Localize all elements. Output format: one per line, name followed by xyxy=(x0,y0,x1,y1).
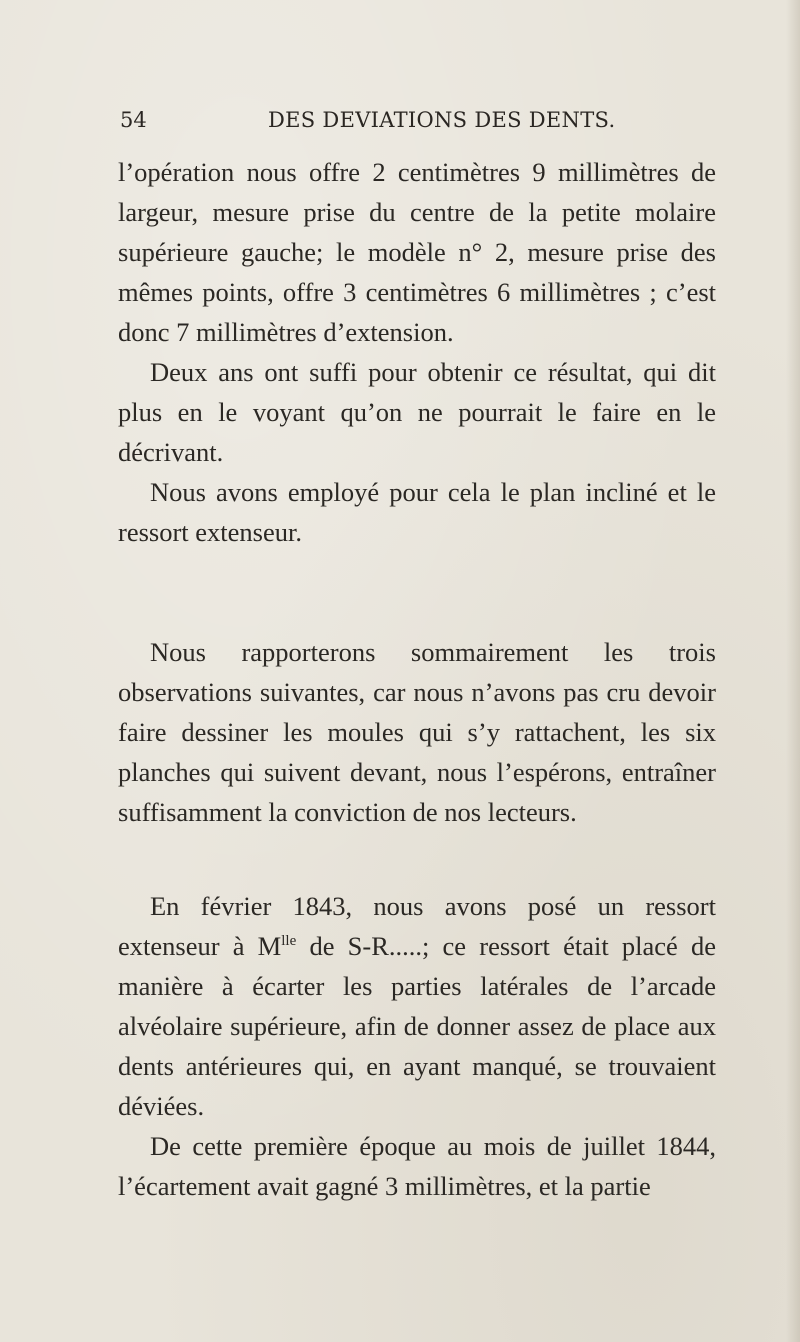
paragraph-2: Deux ans ont suffi pour obtenir ce résultat, qui dit plus en le voyant qu’on ne pourrait le faire en le décrivant. xyxy=(118,357,716,467)
running-head xyxy=(118,104,728,144)
page-edge-shadow xyxy=(786,0,800,1342)
paragraph-6: De cette première époque au mois de juillet 1844, l’écartement avait gagné 3 millimètres, et la partie xyxy=(118,1131,716,1201)
paragraph-1: l’opération nous offre 2 centimètres 9 millimètres de largeur, mesure prise du centre de la petite molaire supérieure gauche; le modèle n° 2, mesure prise des mêmes points, offre 3 centimètres 6 millimètres ; c’est donc 7 millimètres d’extension. xyxy=(118,157,716,347)
paragraph-3: Nous avons employé pour cela le plan incliné et le ressort extenseur. xyxy=(118,477,716,547)
paragraph-5 xyxy=(118,886,716,1126)
paragraph-5-start: En février 1843, nous avons posé un ressort extenseur à M xyxy=(118,891,716,961)
paragraph-5-end: de S-R.....; ce ressort était placé de manière à écarter les parties latérales de l’arcade alvéolaire supérieure, afin de donner assez de place aux dents antérieures qui, en ayant manqué, se trouvaient déviées. xyxy=(118,931,716,1121)
body-text xyxy=(118,152,716,1206)
running-title: DES DEVIATIONS DES DENTS. xyxy=(268,108,616,132)
page-number: 54 xyxy=(120,108,147,132)
honorific-superscript: lle xyxy=(281,933,297,949)
paragraph-4: Nous rapporterons sommairement les trois observations suivantes, car nous n’avons pas cru devoir faire dessiner les moules qui s’y rattachent, les six planches qui suivent devant, nous l’espérons, entraîner suffisamment la conviction de nos lecteurs. xyxy=(118,637,716,827)
